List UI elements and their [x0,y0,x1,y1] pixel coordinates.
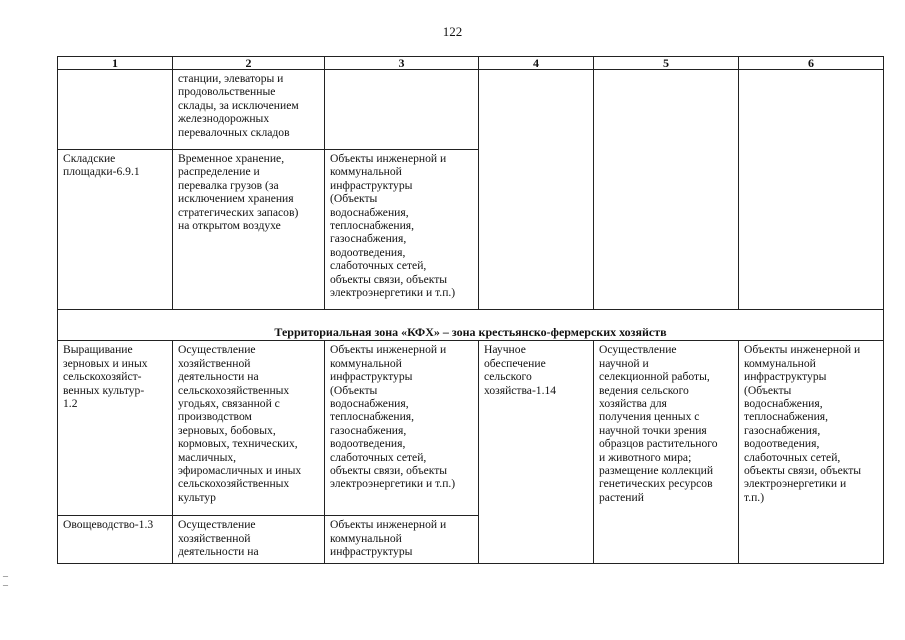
zone-title-row [58,310,884,341]
table-cell [739,70,884,310]
table-cell-auxiliary: Объекты инженерной и коммунальной инфраструктуры [325,516,479,564]
column-header-3: 3 [325,57,479,70]
page-number: 122 [442,24,463,39]
column-header-6: 6 [739,57,884,70]
table-cell-use-type: Складские площадки-6.9.1 [58,150,173,310]
table-row-crops [58,341,884,516]
table-cell-conditional-auxiliary: Объекты инженерной и коммунальной инфраструктуры (Объекты водоснабжения, теплоснабжения, газоснабжения, водоотведения, слаботочных сетей, объекты связи, объекты электроэнергетики и т.п.) [739,341,884,564]
table-cell-purpose: Осуществление хозяйственной деятельности на [173,516,325,564]
table-cell-use-type: Овощеводство-1.3 [58,516,173,564]
zones-table [57,56,884,564]
table-cell [58,70,173,150]
table-cell [479,70,594,310]
table-cell [325,70,479,150]
column-header-1: 1 [58,57,173,70]
header-row [58,57,884,70]
table-cell-purpose: Осуществление хозяйственной деятельности на сельскохозяйственных угодьях, связанной с производством зерновых, бобовых, кормовых, технических, масличных, эфиромасличных и иных сельскохозяйственных культур [173,341,325,516]
column-header-4: 4 [479,57,594,70]
table-cell-auxiliary: Объекты инженерной и коммунальной инфраструктуры (Объекты водоснабжения, теплоснабжения, газоснабжения, водоотведения, слаботочных сетей, объекты связи, объекты электроэнергетики и т.п.) [325,150,479,310]
table-cell-auxiliary: Объекты инженерной и коммунальной инфраструктуры (Объекты водоснабжения, теплоснабжения, газоснабжения, водоотведения, слаботочных сетей, объекты связи, объекты электроэнергетики и т.п.) [325,341,479,516]
table-row-continued [58,70,884,150]
table-cell-purpose: Временное хранение, распределение и перевалка грузов (за исключением хранения стратегических запасов) на открытом воздухе [173,150,325,310]
table-cell-conditional-use: Научное обеспечение сельского хозяйства-1.14 [479,341,594,564]
column-header-2: 2 [173,57,325,70]
table-cell [594,70,739,310]
column-header-5: 5 [594,57,739,70]
zone-title: Территориальная зона «КФХ» – зона крестьянско-фермерских хозяйств [58,310,884,341]
table-cell-conditional-purpose: Осуществление научной и селекционной работы, ведения сельского хозяйства для получения ценных с научной точки зрения образцов растительного и животного мира; размещение коллекций генетических ресурсов растений [594,341,739,564]
table-cell-purpose: станции, элеваторы и продовольственные склады, за исключением железнодорожных перевалочных складов [173,70,325,150]
table-cell-use-type: Выращивание зерновых и иных сельскохозяйст- венных культур- 1.2 [58,341,173,516]
margin-mark: – – [3,571,8,591]
